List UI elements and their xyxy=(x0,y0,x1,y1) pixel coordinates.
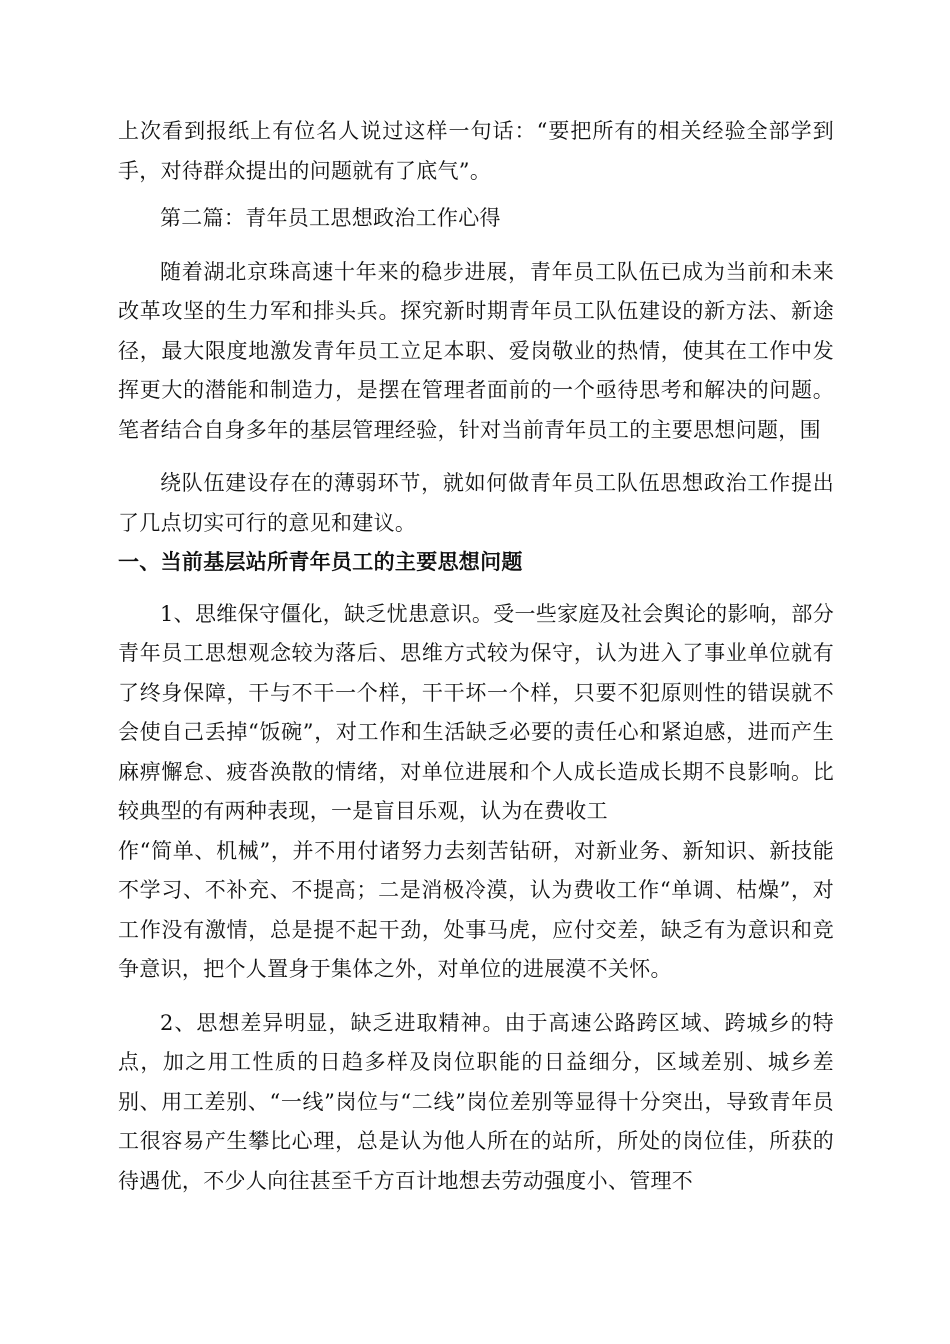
list-item-paragraph: 1、思维保守僵化，缺乏忧患意识。受一些家庭及社会舆论的影响，部分青年员工思想观念较为落后、思维方式较为保守，认为进入了事业单位就有了终身保障，干与不干一个样，干干坏一个样，只要不犯原则性的错误就不会使自己丢掉“饭碗”，对工作和生活缺乏必要的责任心和紧迫感，进而产生麻痹懈怠、疲沓涣散的情绪，对单位进展和个人成长造成长期不良影响。比较典型的有两种表现，一是盲目乐观，认为在费收工 xyxy=(118,601,834,823)
list-item-paragraph-continued: 作“简单、机械”，并不用付诸努力去刻苦钻研，对新业务、新知识、新技能不学习、不补充、不提高；二是消极冷漠，认为费收工作“单调、枯燥”，对工作没有激情，总是提不起干劲，处事马虎，应付交差，缺乏有为意识和竞争意识，把个人置身于集体之外，对单位的进展漠不关怀。 xyxy=(118,838,834,981)
document-page xyxy=(118,112,834,1201)
body-paragraph: 随着湖北京珠高速十年来的稳步进展，青年员工队伍已成为当前和未来改革攻坚的生力军和排头兵。探究新时期青年员工队伍建设的新方法、新途径，最大限度地激发青年员工立足本职、爱岗敬业的热情，使其在工作中发挥更大的潜能和制造力，是摆在管理者面前的一个亟待思考和解决的问题。笔者结合自身多年的基层管理经验，针对当前青年员工的主要思想问题，围 xyxy=(118,259,834,442)
body-paragraph: 绕队伍建设存在的薄弱环节，就如何做青年员工队伍思想政治工作提出了几点切实可行的意见和建议。 xyxy=(118,471,834,535)
intro-paragraph: 上次看到报纸上有位名人说过这样一句话：“要把所有的相关经验全部学到手，对待群众提出的问题就有了底气”。 xyxy=(118,119,834,183)
list-item-paragraph: 2、思想差异明显，缺乏进取精神。由于高速公路跨区域、跨城乡的特点，加之用工性质的日趋多样及岗位职能的日益细分，区域差别、城乡差别、用工差别、“一线”岗位与“二线”岗位差别等显得十分突出，导致青年员工很容易产生攀比心理，总是认为他人所在的站所，所处的岗位佳，所获的待遇优，不少人向往甚至千方百计地想去劳动强度小、管理不 xyxy=(118,1010,834,1193)
section-title: 第二篇：青年员工思想政治工作心得 xyxy=(160,206,501,230)
section-heading: 一、当前基层站所青年员工的主要思想问题 xyxy=(118,550,523,574)
